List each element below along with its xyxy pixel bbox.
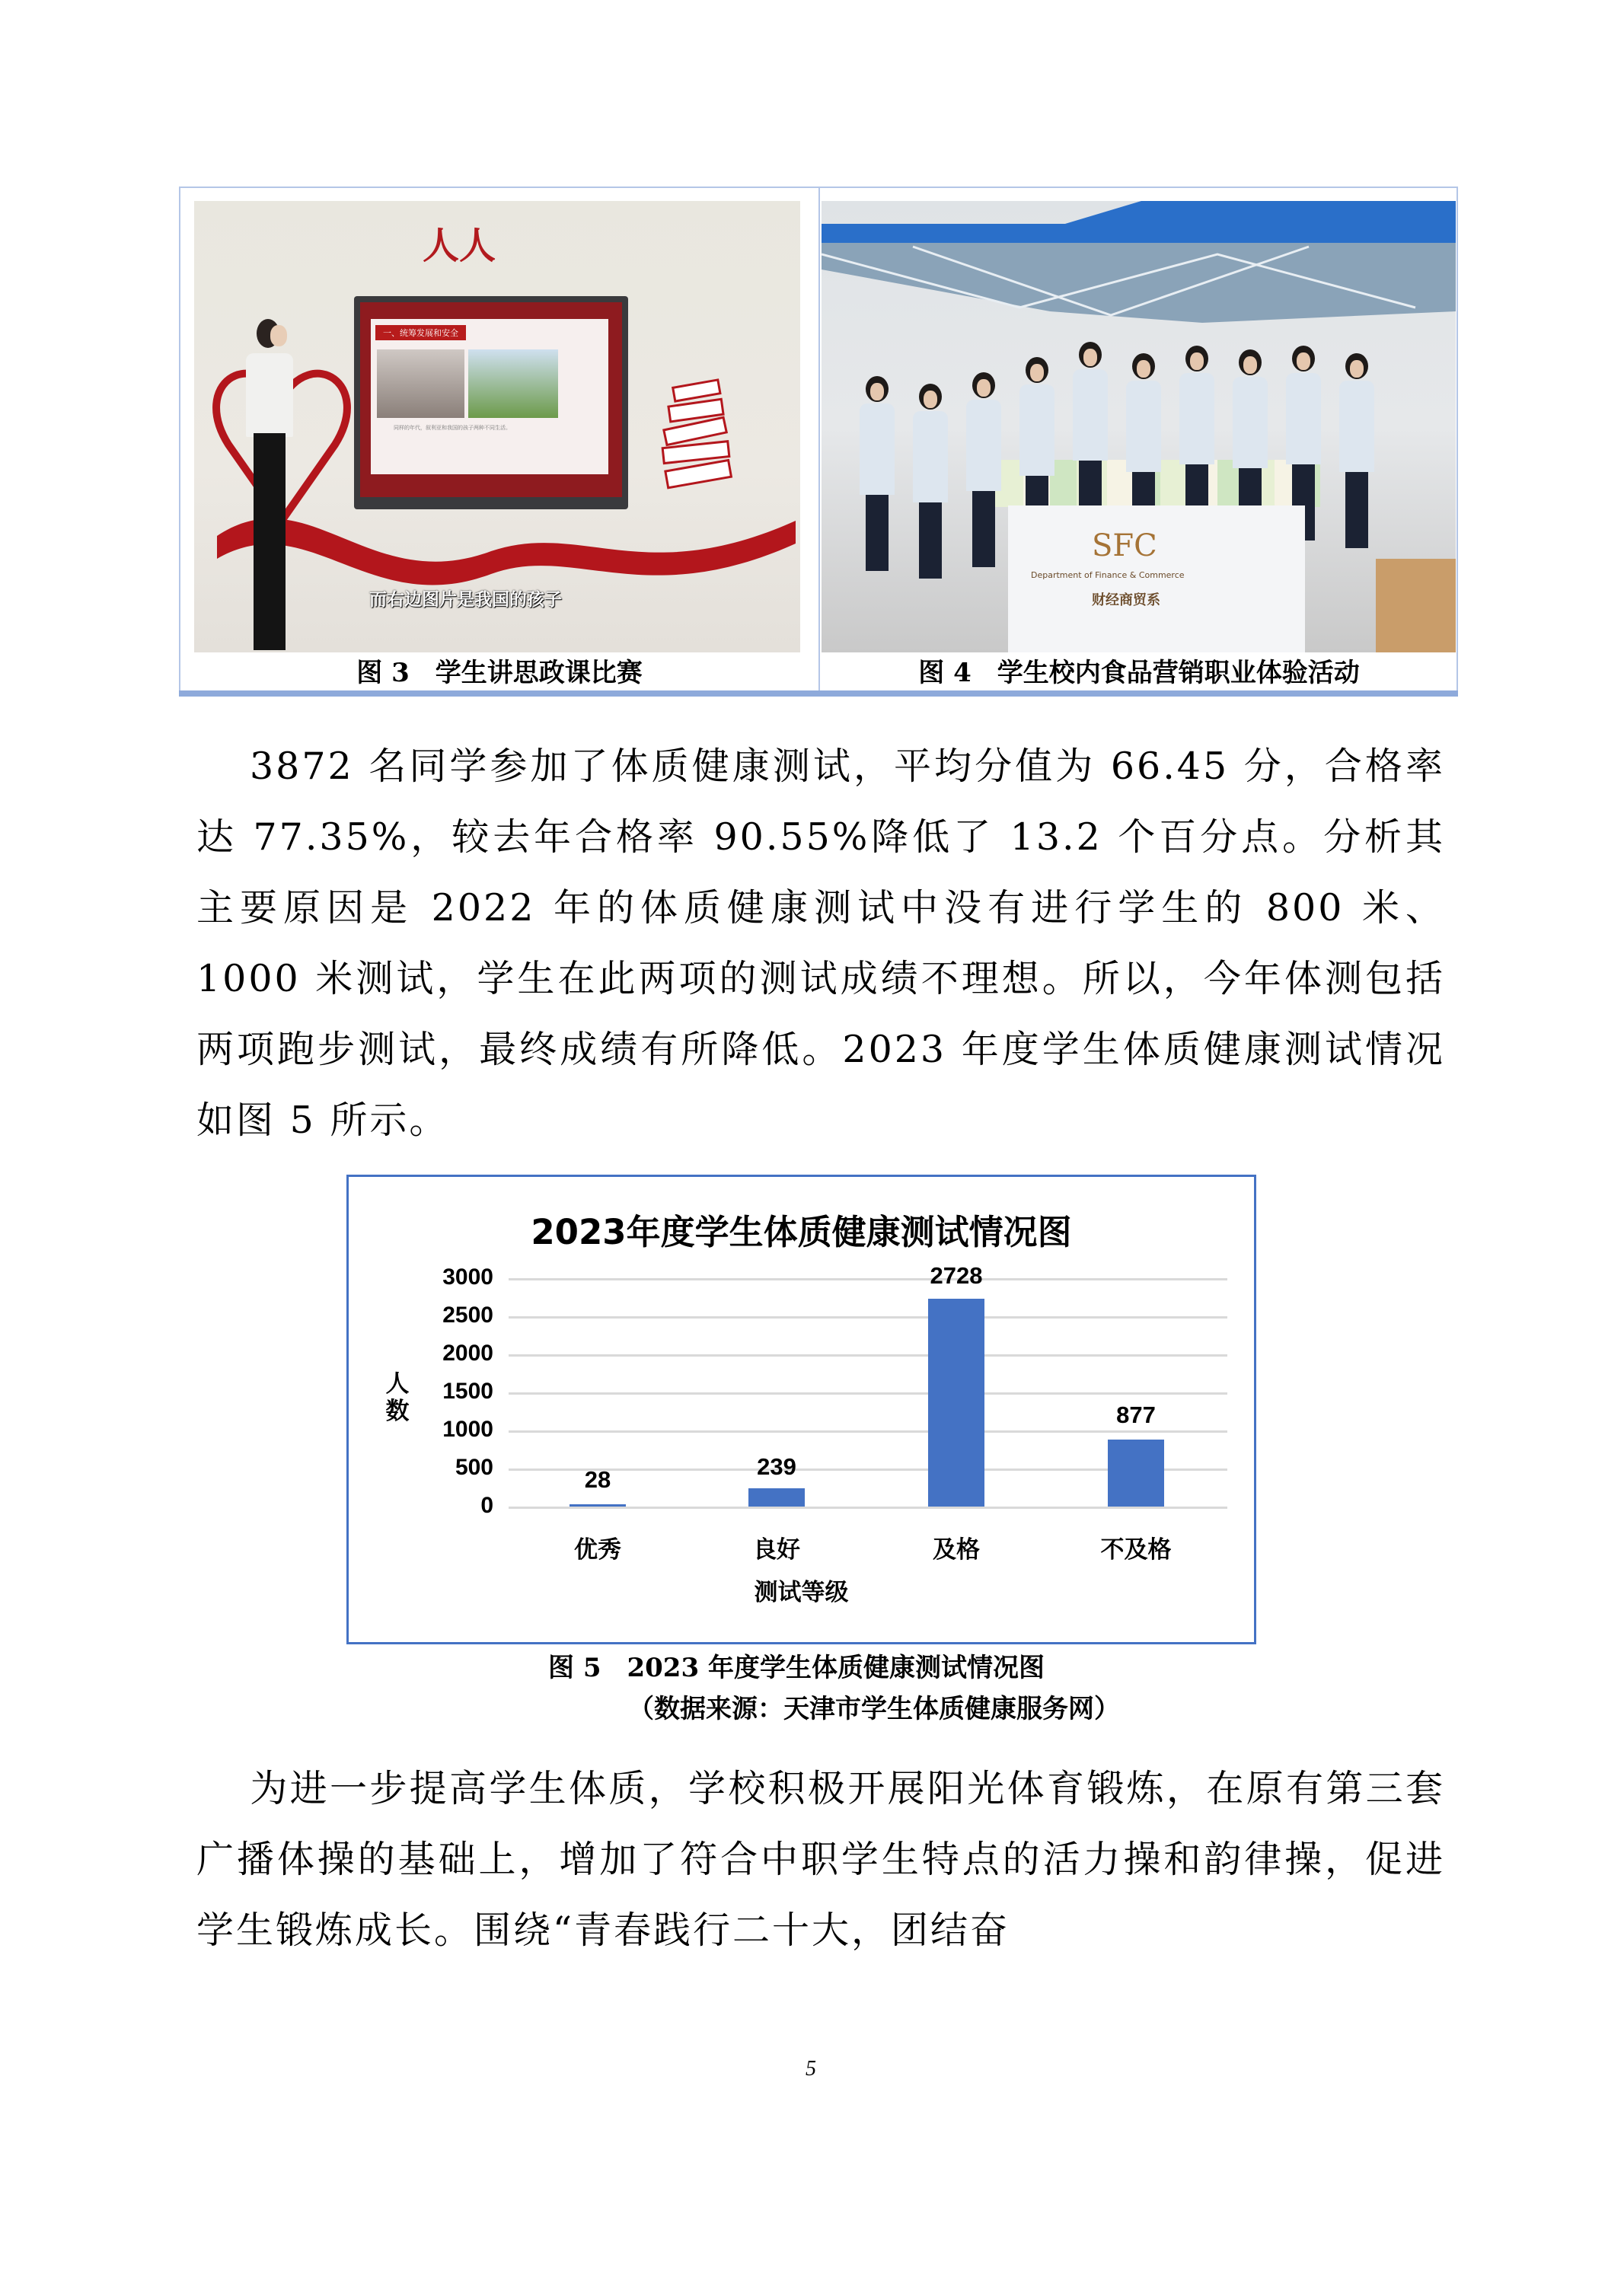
bar-good bbox=[748, 1488, 805, 1507]
figure-5-caption: 图 5 2023 年度学生体质健康测试情况图 bbox=[548, 1653, 1045, 1683]
y-tick-label: 1500 bbox=[442, 1379, 493, 1404]
figure-table bbox=[179, 187, 1458, 697]
bar-excellent bbox=[570, 1504, 626, 1507]
figure-3-caption: 图 3 学生讲思政课比赛 bbox=[356, 658, 643, 688]
y-tick-label: 1000 bbox=[442, 1417, 493, 1442]
gridline bbox=[509, 1392, 1227, 1395]
gridline bbox=[509, 1354, 1227, 1357]
blue-tent bbox=[822, 201, 1456, 323]
student bbox=[860, 376, 895, 571]
student-presenter bbox=[246, 319, 292, 652]
department-name-cn: 财经商贸系 bbox=[1092, 592, 1160, 608]
department-logo: SFC bbox=[1092, 528, 1157, 563]
x-category-label: 及格 bbox=[933, 1536, 980, 1564]
slide-title: 一、统筹发展和安全 bbox=[375, 325, 466, 340]
y-tick-label: 2500 bbox=[442, 1303, 493, 1328]
y-tick-label: 500 bbox=[455, 1455, 493, 1480]
slide-caption: 同样的年代，叙利亚和我国的孩子两种不同生活。 bbox=[394, 425, 511, 431]
data-label: 2728 bbox=[930, 1262, 983, 1289]
bar-pass bbox=[928, 1299, 984, 1507]
figure-4-caption: 图 4 学生校内食品营销职业体验活动 bbox=[918, 658, 1360, 688]
student bbox=[1339, 353, 1374, 548]
x-category-label: 良好 bbox=[753, 1536, 800, 1564]
y-tick-label: 2000 bbox=[442, 1341, 493, 1366]
page-number: 5 bbox=[806, 2057, 816, 2081]
x-axis-label: 测试等级 bbox=[754, 1579, 849, 1606]
y-axis-label: 人数 bbox=[385, 1370, 410, 1425]
chart-title: 2023年度学生体质健康测试情况图 bbox=[531, 1212, 1072, 1252]
display-screen bbox=[354, 296, 628, 509]
gridline bbox=[509, 1278, 1227, 1280]
y-tick-label: 0 bbox=[480, 1493, 493, 1518]
student bbox=[966, 372, 1001, 567]
data-label: 28 bbox=[584, 1466, 611, 1493]
table-divider bbox=[818, 188, 820, 690]
x-category-label: 不及格 bbox=[1100, 1536, 1172, 1564]
y-tick-label: 3000 bbox=[442, 1264, 493, 1290]
body-paragraph-2: 为进一步提高学生体质，学校积极开展阳光体育锻炼，在原有第三套广播体操的基础上，增加了符合中职学生特点的活力操和韵律操，促进学生锻炼成长。围绕“青春践行二十大，团结奋 bbox=[196, 1767, 1445, 1952]
department-name-en: Department of Finance & Commerce bbox=[1031, 570, 1185, 580]
booth-tablecloth bbox=[1008, 505, 1305, 652]
books-decoration bbox=[659, 376, 742, 498]
gridline-baseline bbox=[509, 1507, 1227, 1509]
slide-image-left bbox=[377, 349, 464, 418]
figure-3-photo bbox=[194, 201, 800, 652]
slide-image-right bbox=[468, 349, 558, 418]
body-paragraph-1: 3872 名同学参加了体质健康测试，平均分值为 66.45 分，合格率达 77.35%，较去年合格率 90.55%降低了 13.2 个百分点。分析其主要原因是 2022 年的体质健康测试中没有进行学生的 800 米、1000 米测试，学生在此两项的测试成绩不理想。所以，今年体测包括两项跑步测试，最终成绩有所降低。2023 年度学生体质健康测试情况如图 5 所示。 bbox=[196, 745, 1445, 1142]
bar-chart bbox=[346, 1175, 1256, 1644]
cardboard-boxes bbox=[1376, 559, 1456, 652]
gridline bbox=[509, 1430, 1227, 1433]
wall-decoration-text: 人人 bbox=[423, 225, 496, 267]
presentation-slide bbox=[371, 319, 608, 474]
bar-fail bbox=[1108, 1440, 1164, 1507]
video-subtitle: 而右边图片是我国的孩子 bbox=[369, 590, 562, 610]
x-category-label: 优秀 bbox=[574, 1536, 621, 1564]
gridline bbox=[509, 1316, 1227, 1319]
figure-5-source: （数据来源：天津市学生体质健康服务网） bbox=[628, 1694, 1120, 1724]
figure-4-photo bbox=[822, 201, 1456, 652]
data-label: 877 bbox=[1116, 1402, 1156, 1428]
data-label: 239 bbox=[757, 1453, 796, 1480]
student bbox=[913, 384, 948, 579]
table-bottom-border bbox=[179, 690, 1458, 697]
